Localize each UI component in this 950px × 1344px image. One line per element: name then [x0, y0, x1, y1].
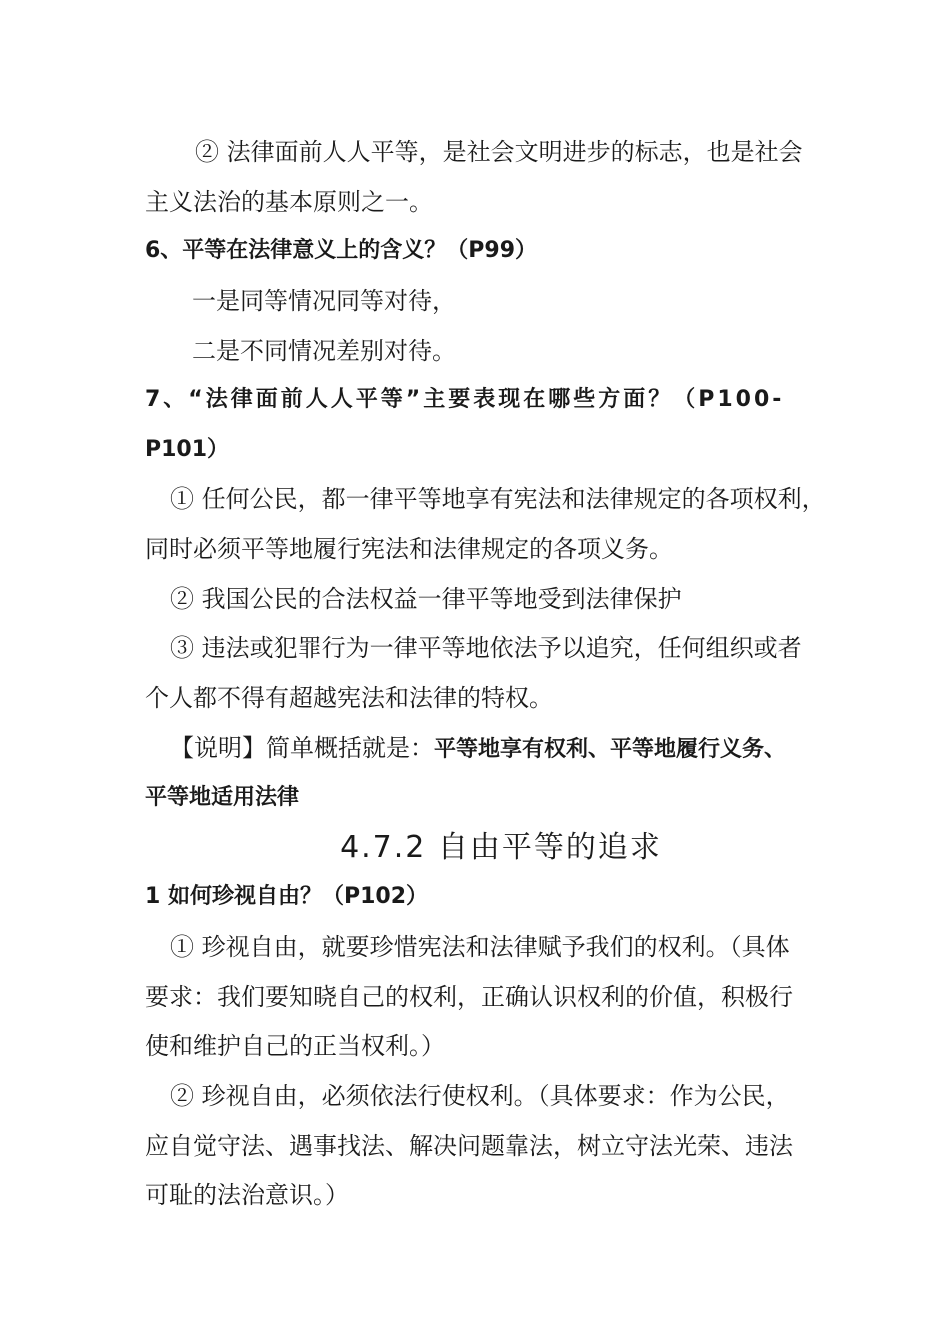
q1-point1-line2: 要求：我们要知晓自己的权利，正确认识权利的价值，积极行 — [145, 983, 793, 1011]
q1-point2-line3: 可耻的法治意识。） — [145, 1181, 349, 1209]
paragraph-equality-line1: ② 法律面前人人平等，是社会文明进步的标志，也是社会 — [195, 138, 803, 166]
q7-note-line2: 平等地适用法律 — [145, 785, 300, 810]
q7-point1-line1: ① 任何公民，都一律平等地享有宪法和法律规定的各项权利， — [170, 485, 826, 513]
q1-point2-line2: 应自觉守法、遇事找法、解决问题靠法，树立守法光荣、违法 — [145, 1132, 793, 1160]
q1-point1-line3: 使和维护自己的正当权利。） — [145, 1032, 445, 1060]
note-prefix: 【说明】简单概括就是： — [170, 734, 434, 762]
q7-point1-line2: 同时必须平等地履行宪法和法律规定的各项义务。 — [145, 535, 673, 563]
q7-point3-line1: ③ 违法或犯罪行为一律平等地依法予以追究，任何组织或者 — [170, 634, 802, 662]
question-6-title: 6、平等在法律意义上的含义？（P99） — [145, 238, 538, 263]
question-7-title-line1: 7、“法律面前人人平等”主要表现在哪些方面？（P100- — [145, 387, 785, 412]
paragraph-equality-line2: 主义法治的基本原则之一。 — [145, 188, 433, 216]
q7-note-line1 — [170, 733, 832, 765]
q7-point2: ② 我国公民的合法权益一律平等地受到法律保护 — [170, 585, 682, 613]
q1-point2-line1: ② 珍视自由，必须依法行使权利。（具体要求：作为公民， — [170, 1082, 790, 1110]
section-heading — [0, 830, 950, 866]
q6-answer-line1: 一是同等情况同等对待， — [192, 287, 456, 315]
q1-point1-line1: ① 珍视自由，就要珍惜宪法和法律赋予我们的权利。（具体 — [170, 933, 790, 961]
question-1-title: 1 如何珍视自由？（P102） — [145, 884, 429, 909]
q6-answer-line2: 二是不同情况差别对待。 — [192, 337, 456, 365]
q7-point3-line2: 个人都不得有超越宪法和法律的特权。 — [145, 684, 553, 712]
section-heading-text: 4.7.2 自由平等的追求 — [340, 830, 662, 865]
question-7-title-line2: P101） — [145, 437, 230, 462]
note-bold-text: 平等地享有权利、平等地履行义务、 — [434, 737, 787, 762]
